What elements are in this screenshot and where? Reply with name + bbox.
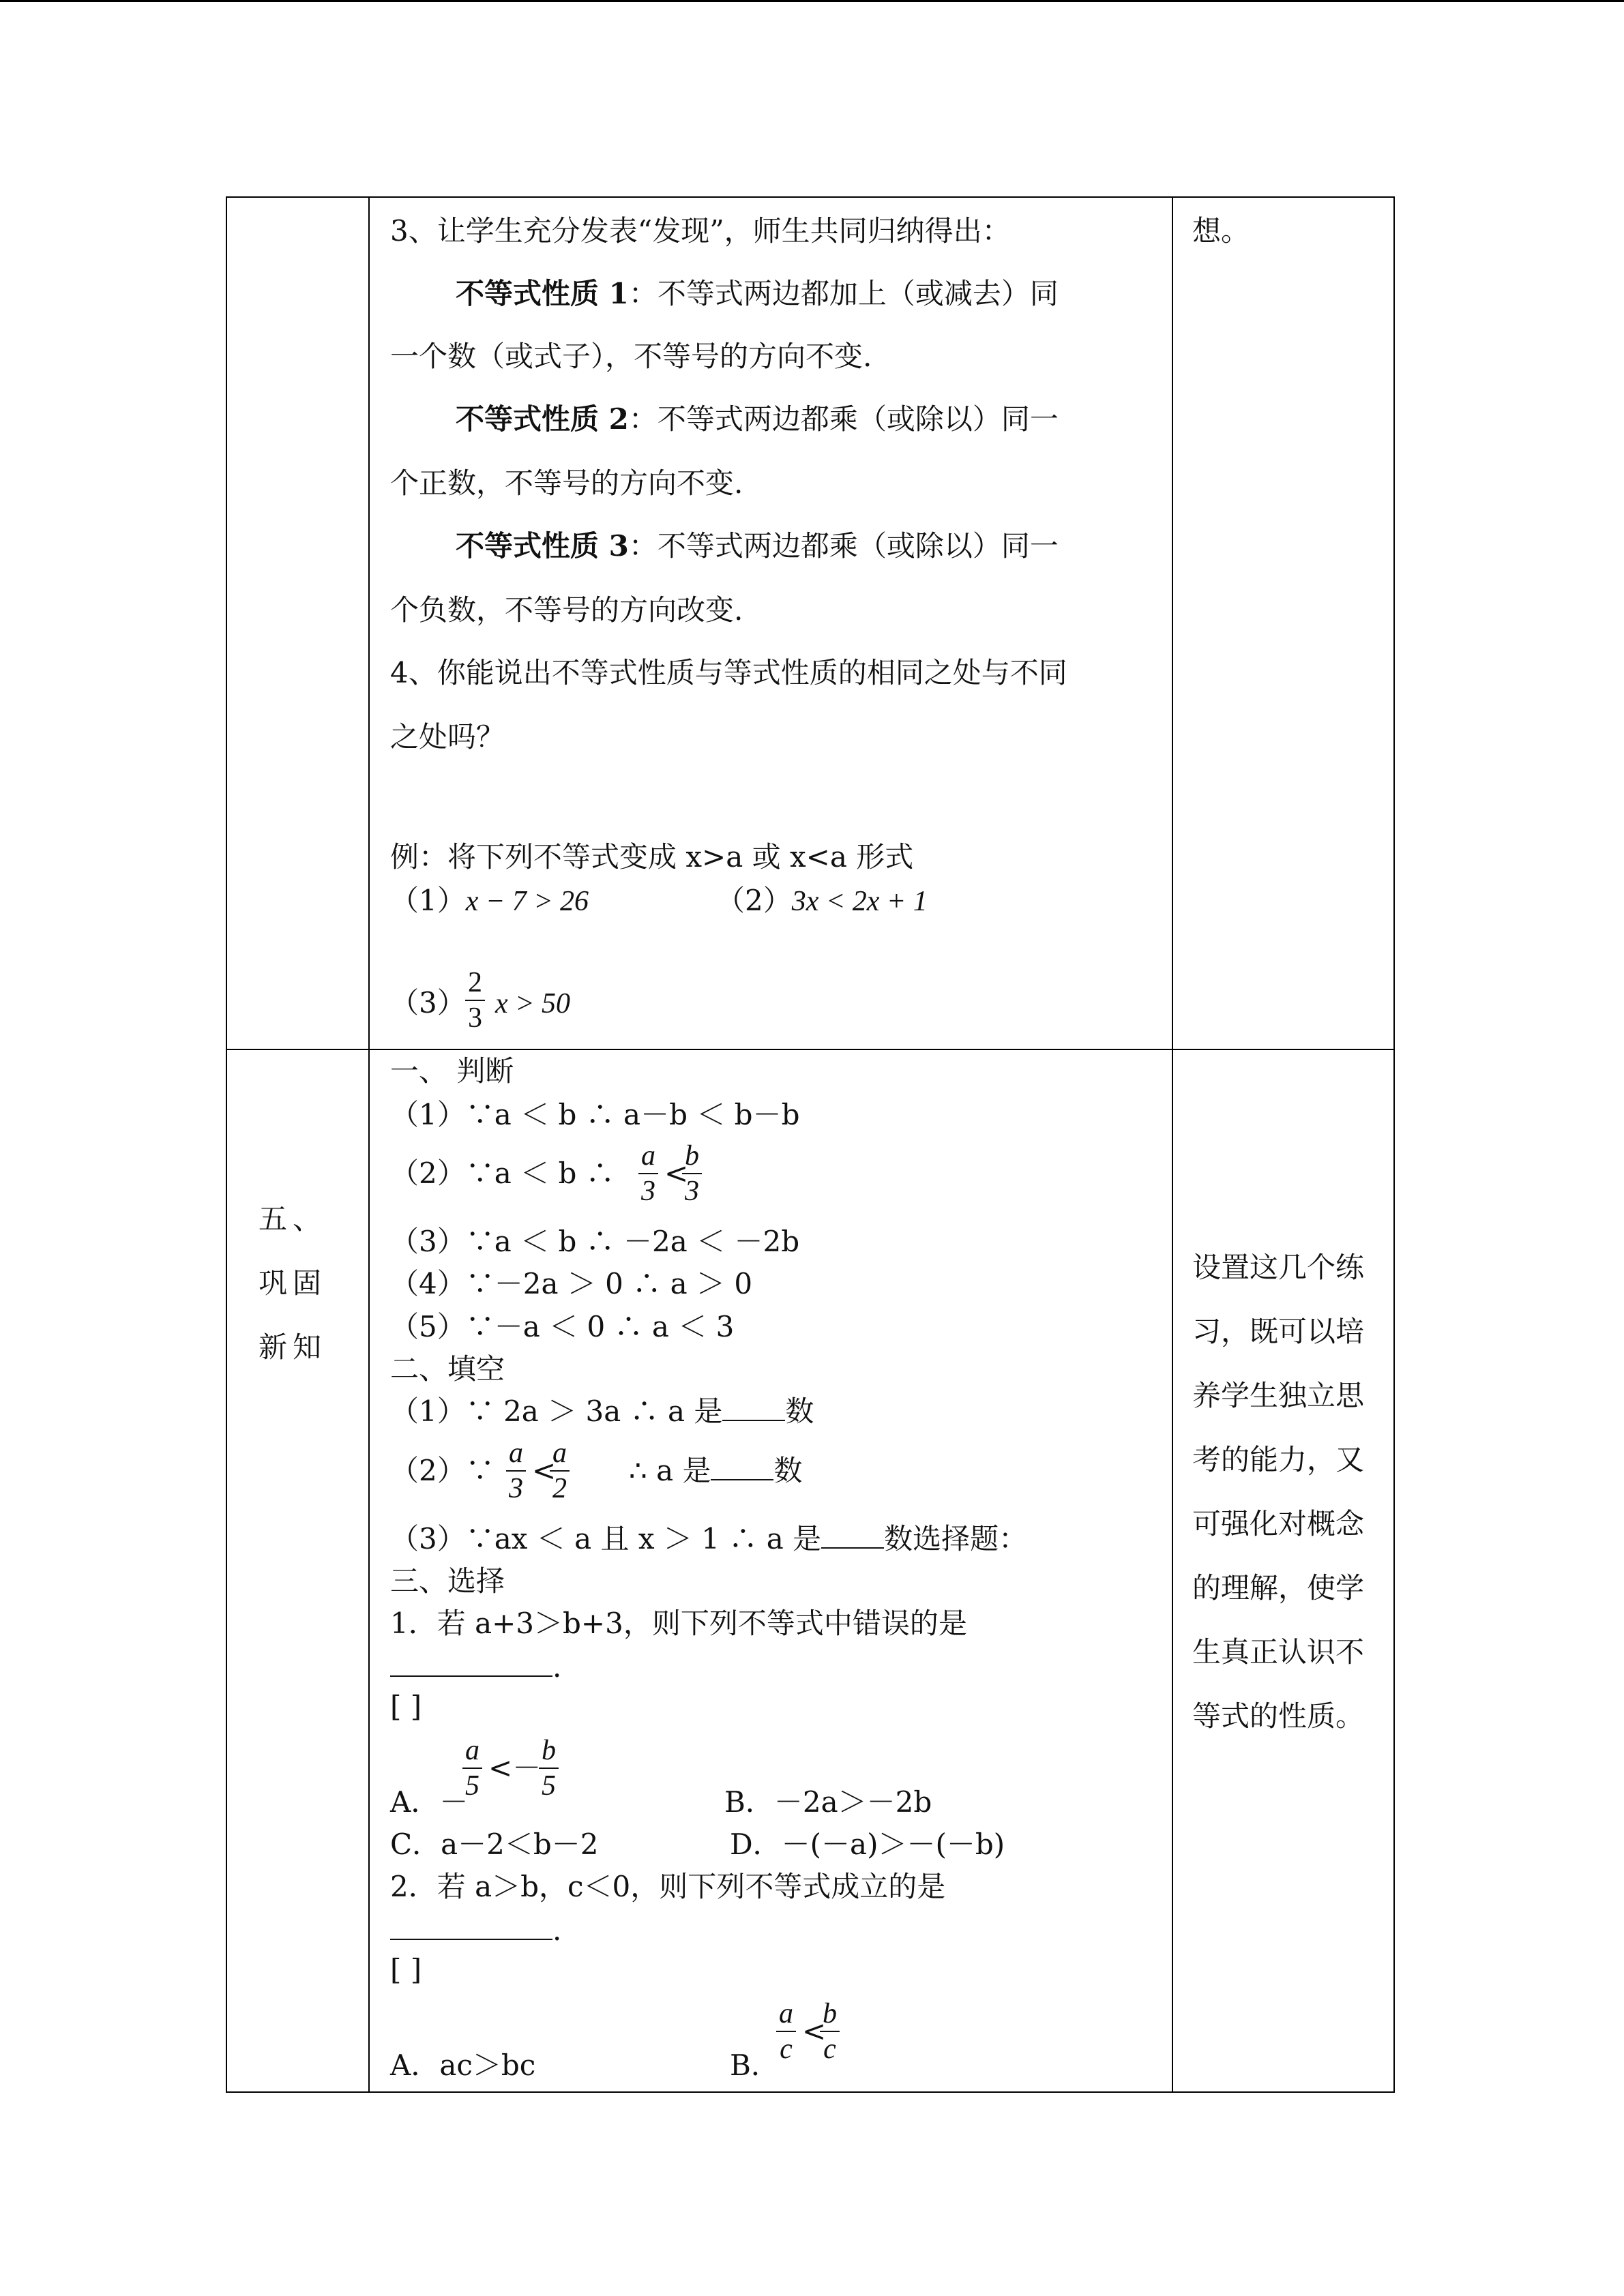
row1-notes-cell	[1172, 197, 1394, 1049]
fraction-denominator: 3	[468, 1002, 482, 1034]
property-3-continued: 个负数，不等号的方向改变.	[390, 593, 743, 627]
row1-content-cell	[369, 197, 1172, 1049]
row1-note-text: 想。	[1192, 214, 1250, 248]
fill-item-2-operator: <	[532, 1454, 557, 1487]
note-line: 生真正认识不	[1192, 1635, 1365, 1669]
fill-item-2-rest: ∴ a 是 数	[629, 1454, 803, 1487]
option-a-operator: <－	[488, 1751, 542, 1785]
fill-item-2-fraction-right: $\frac{a}{2}$	[550, 1439, 570, 1503]
section-judge-heading: 一、 判断	[390, 1054, 514, 1088]
fill-item-2-prefix: （2）∵	[390, 1454, 494, 1487]
question-2-bracket: [ ]	[390, 1953, 422, 1986]
question-1: 1．若 a+3＞b+3，则下列不等式中错误的是	[390, 1607, 967, 1640]
property-1-label: 不等式性质 1	[456, 277, 629, 310]
question-2-answer-line: .	[390, 1916, 561, 1945]
top-border-line	[0, 0, 1624, 2]
answer-blank[interactable]	[821, 1547, 884, 1549]
answer-blank[interactable]	[711, 1479, 773, 1480]
note-line: 的理解，使学	[1192, 1571, 1365, 1605]
judge-item-4: （4）∵－2a ＞ 0 ∴ a ＞ 0	[390, 1267, 753, 1300]
question-2-option-a: A．ac＞bc	[390, 2048, 536, 2082]
judge-item-5: （5）∵－a ＜ 0 ∴ a ＜ 3	[390, 1310, 735, 1343]
note-line: 考的能力，又	[1192, 1443, 1365, 1476]
stage-number: 五、	[259, 1202, 327, 1236]
row2-notes-cell	[1172, 1049, 1394, 2092]
property-1	[456, 277, 1059, 310]
property-2-continued: 个正数，不等号的方向不变.	[390, 466, 743, 500]
question-1-option-d: D．－(－a)＞－(－b)	[730, 1828, 1005, 1861]
example-2-label: （2）	[716, 884, 792, 917]
stage-title-line1: 巩固	[259, 1266, 327, 1300]
example-3-rest: x > 50	[495, 988, 570, 1019]
note-line: 设置这几个练	[1192, 1251, 1365, 1284]
fill-item-3: （3）∵ax ＜ a 且 x ＞ 1 ∴ a 是 数选择题：	[390, 1522, 1028, 1555]
question-2-option-b-fraction-left: $\frac{a}{c}$	[776, 1999, 796, 2063]
row1-stage-cell	[226, 197, 369, 1049]
item-4-continued: 之处吗？	[390, 720, 505, 754]
property-1-text: ：不等式两边都加上（或减去）同	[628, 277, 1059, 310]
note-line: 养学生独立思	[1192, 1379, 1365, 1412]
note-line: 等式的性质。	[1192, 1699, 1365, 1733]
table-row	[226, 1049, 1394, 2092]
property-2-text: ：不等式两边都乘（或除以）同一	[628, 402, 1059, 436]
stage-title-line2: 新知	[259, 1330, 327, 1364]
judge-item-2-prefix: （2）∵a ＜ b ∴	[390, 1157, 615, 1190]
example-2	[716, 886, 928, 916]
answer-blank[interactable]	[390, 1675, 552, 1677]
example-3-fraction	[465, 968, 485, 1032]
question-1-bracket: [ ]	[390, 1690, 422, 1723]
question-1-option-c: C．a－2＜b－2	[390, 1828, 599, 1861]
question-1-answer-line: .	[390, 1653, 561, 1682]
question-2-option-b-fraction-right: $\frac{b}{c}$	[820, 1999, 840, 2063]
property-2	[456, 402, 1059, 436]
example-1-expression: x − 7 > 26	[465, 886, 589, 917]
answer-blank[interactable]	[390, 1939, 552, 1940]
lesson-plan-table	[226, 196, 1395, 2093]
question-2-option-b-operator: <	[802, 2014, 827, 2048]
judge-item-1: （1）∵a ＜ b ∴ a－b ＜ b－b	[390, 1098, 800, 1131]
option-a-fraction-left: $\frac{a}{5}$	[462, 1736, 482, 1800]
fraction-numerator: 2	[465, 968, 485, 1001]
example-1-label: （1）	[390, 884, 466, 917]
item-3-text: 3、让学生充分发表“发现”，师生共同归纳得出：	[390, 214, 1011, 248]
property-3	[456, 529, 1059, 563]
property-1-continued: 一个数（或式子），不等号的方向不变.	[390, 340, 872, 373]
table-row	[226, 197, 1394, 1049]
question-1-option-a-label: A．－	[390, 1785, 469, 1819]
question-1-option-b: B．－2a＞－2b	[724, 1785, 932, 1819]
section-choice-heading: 三、选择	[390, 1564, 505, 1598]
example-2-expression: 3x < 2x + 1	[791, 886, 928, 917]
judge-item-2-operator: <	[664, 1157, 689, 1190]
note-line: 习，既可以培	[1192, 1315, 1365, 1348]
example-1	[390, 886, 589, 916]
property-3-label: 不等式性质 3	[456, 529, 629, 563]
fill-item-1: （1）∵ 2a ＞ 3a ∴ a 是 数	[390, 1395, 814, 1428]
judge-item-2-fraction-right: $\frac{b}{3}$	[682, 1142, 702, 1206]
property-3-text: ：不等式两边都乘（或除以）同一	[628, 529, 1059, 563]
answer-blank[interactable]	[722, 1420, 785, 1421]
example-3-label: （3）	[390, 986, 466, 1019]
judge-item-3: （3）∵a ＜ b ∴ －2a ＜ －2b	[390, 1225, 800, 1258]
question-2-option-b-label: B．	[730, 2048, 780, 2082]
judge-item-2-fraction-left: $\frac{a}{3}$	[638, 1142, 658, 1206]
question-2: 2．若 a＞b，c＜0，则下列不等式成立的是	[390, 1870, 946, 1903]
row2-stage-cell	[226, 1049, 369, 2092]
section-fill-heading: 二、填空	[390, 1352, 505, 1386]
item-4-text: 4、你能说出不等式性质与等式性质的相同之处与不同	[390, 656, 1067, 689]
fill-item-2-fraction-left: $\frac{a}{3}$	[506, 1439, 526, 1503]
note-line: 可强化对概念	[1192, 1507, 1365, 1540]
row2-content-cell	[369, 1049, 1172, 2092]
example-prompt: 例：将下列不等式变成 x>a 或 x<a 形式	[390, 840, 914, 874]
option-a-fraction-right: $\frac{b}{5}$	[539, 1736, 559, 1800]
property-2-label: 不等式性质 2	[456, 402, 629, 436]
